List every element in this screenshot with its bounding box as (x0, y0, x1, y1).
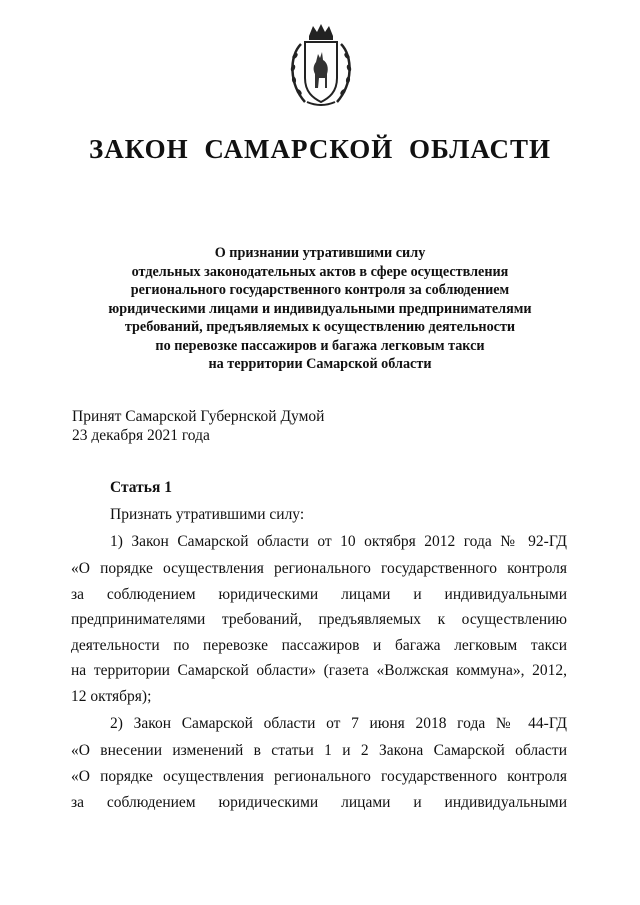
body-line: за соблюдением юридическими лицами и индивидуальными (71, 794, 567, 811)
law-subject (60, 244, 580, 374)
body-line: деятельности по перевозке пассажиров и багажа легковым такси (71, 637, 567, 654)
article-heading: Статья 1 (110, 479, 172, 496)
subject-line: О признании утратившими силу (214, 245, 426, 261)
subject-line: требований, предъявляемых к осуществлению деятельности (124, 319, 516, 335)
body-line: предпринимателями требований, предъявляемых к осуществлению (71, 611, 567, 628)
body-line: 1) Закон Самарской области от 10 октября 2012 года № 92-ГД (110, 533, 567, 550)
body-line: «О порядке осуществления регионального государственного контроля (71, 560, 567, 577)
body-line: 12 октября); (71, 688, 152, 705)
coat-of-arms-icon (285, 22, 357, 110)
subject-line: регионального государственного контроля за соблюдением (130, 282, 510, 298)
subject-line: отдельных законодательных актов в сфере осуществления (131, 263, 509, 280)
body-line: «О внесении изменений в статьи 1 и 2 Закона Самарской области (71, 742, 567, 759)
subject-line: юридическими лицами и индивидуальными предпринимателями (108, 300, 532, 317)
law-title: ЗАКОН САМАРСКОЙ ОБЛАСТИ (89, 134, 551, 164)
subject-line: по перевозке пассажиров и багажа легковым такси (155, 337, 485, 354)
adopted-by: Принят Самарской Губернской Думой (72, 408, 325, 425)
article-intro: Признать утратившими силу: (110, 506, 305, 523)
body-line: за соблюдением юридическими лицами и индивидуальными (71, 586, 567, 603)
body-line: «О порядке осуществления регионального государственного контроля (71, 768, 567, 785)
adopted-date: 23 декабря 2021 года (72, 427, 210, 444)
body-line: 2) Закон Самарской области от 7 июня 2018 года № 44-ГД (110, 715, 567, 732)
subject-line: на территории Самарской области (208, 356, 432, 372)
adoption-info (72, 407, 324, 445)
body-line: на территории Самарской области» (газета «Волжская коммуна», 2012, (71, 662, 567, 679)
